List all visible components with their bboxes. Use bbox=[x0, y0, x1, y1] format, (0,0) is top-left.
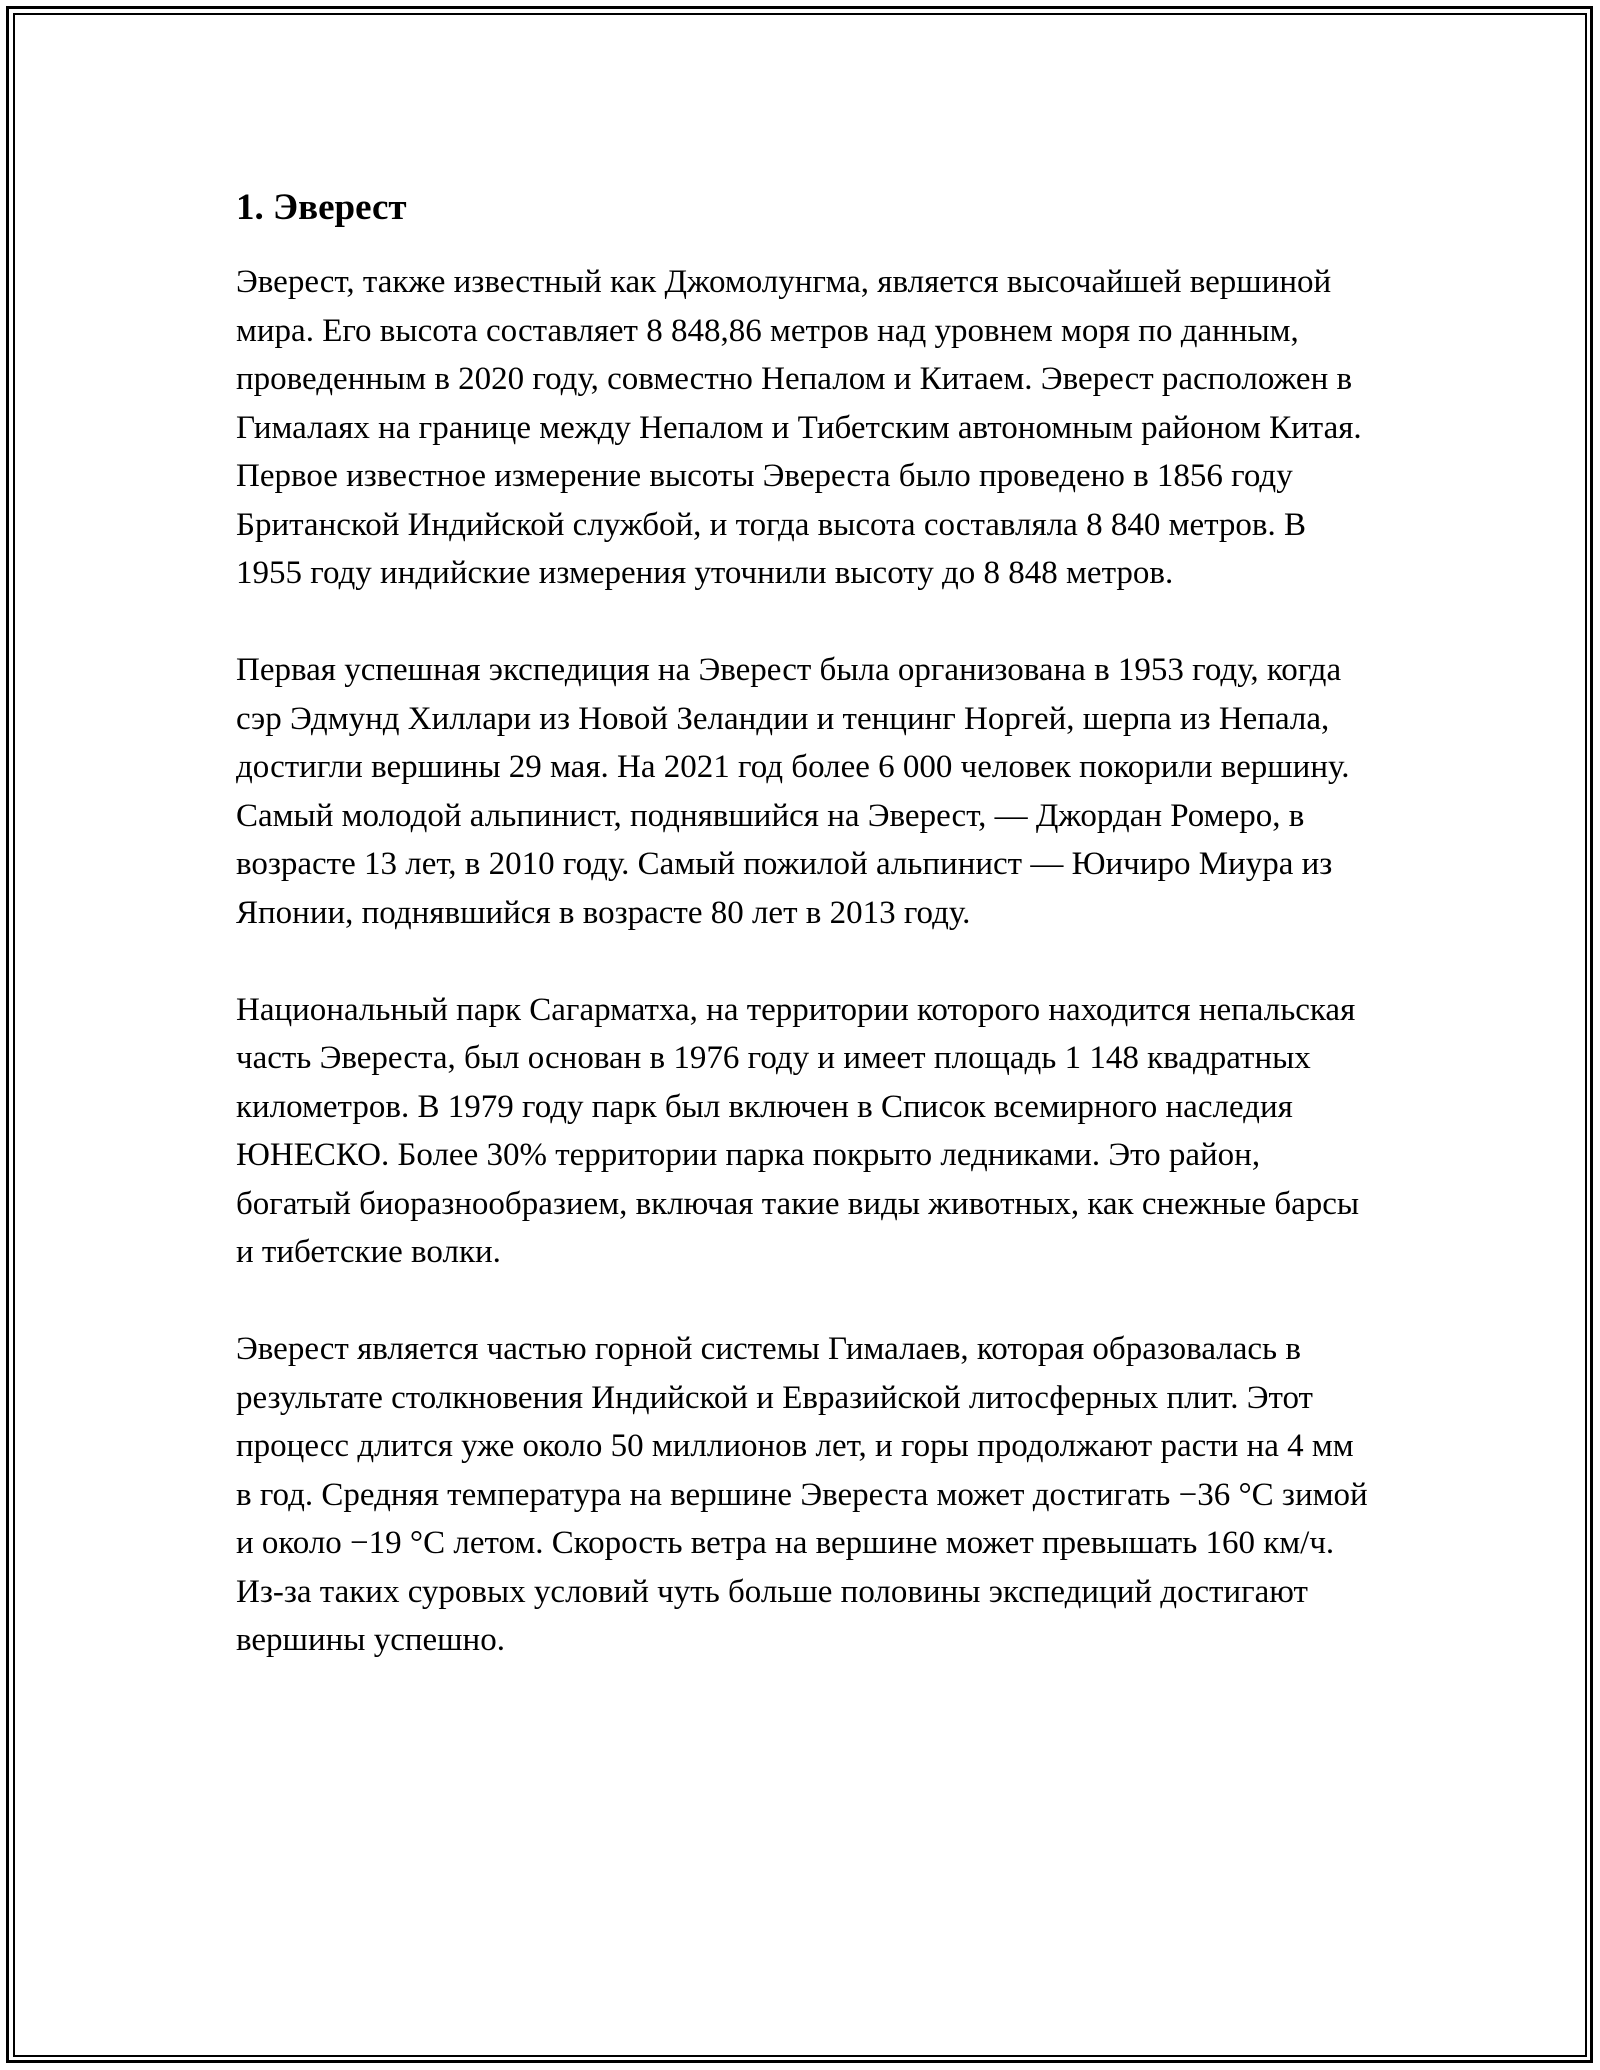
document-body bbox=[236, 186, 1376, 1713]
paragraph-4: Эверест является частью горной системы Гималаев, которая образовалась в результате столкновения Индийской и Евразийской литосферных плит. Этот процесс длится уже около 50 миллионов лет, и горы продолжают расти на 4 мм в год. Средняя температура на вершине Эвереста может достигать −36 °C зимой и около −19 °C летом. Скорость ветра на вершине может превышать 160 км/ч. Из-за таких суровых условий чуть больше половины экспедиций достигают вершины успешно. bbox=[236, 1331, 1368, 1659]
paragraph-1: Эверест, также известный как Джомолунгма, является высочайшей вершиной мира. Его высота составляет 8 848,86 метров над уровнем моря по данным, проведенным в 2020 году, совместно Непалом и Китаем. Эверест расположен в Гималаях на границе между Непалом и Тибетским автономным районом Китая. Первое известное измерение высоты Эвереста было проведено в 1856 году Британской Индийской службой, и тогда высота составляла 8 840 метров. В 1955 году индийские измерения уточнили высоту до 8 848 метров. bbox=[236, 264, 1362, 592]
paragraph-2: Первая успешная экспедиция на Эверест была организована в 1953 году, когда сэр Эдмунд Хиллари из Новой Зеландии и тенцинг Норгей, шерпа из Непала, достигли вершины 29 мая. На 2021 год более 6 000 человек покорили вершину. Самый молодой альпинист, поднявшийся на Эверест, — Джордан Ромеро, в возрасте 13 лет, в 2010 году. Самый пожилой альпинист — Юичиро Миура из Японии, поднявшийся в возрасте 80 лет в 2013 году. bbox=[236, 652, 1350, 931]
section-heading: 1. Эверест bbox=[236, 187, 407, 228]
paragraph-3: Национальный парк Сагарматха, на территории которого находится непальская часть Эвереста, был основан в 1976 году и имеет площадь 1 148 квадратных километров. В 1979 году парк был включен в Список всемирного наследия ЮНЕСКО. Более 30% территории парка покрыто ледниками. Это район, богатый биоразнообразием, включая такие виды животных, как снежные барсы и тибетские волки. bbox=[236, 991, 1360, 1271]
